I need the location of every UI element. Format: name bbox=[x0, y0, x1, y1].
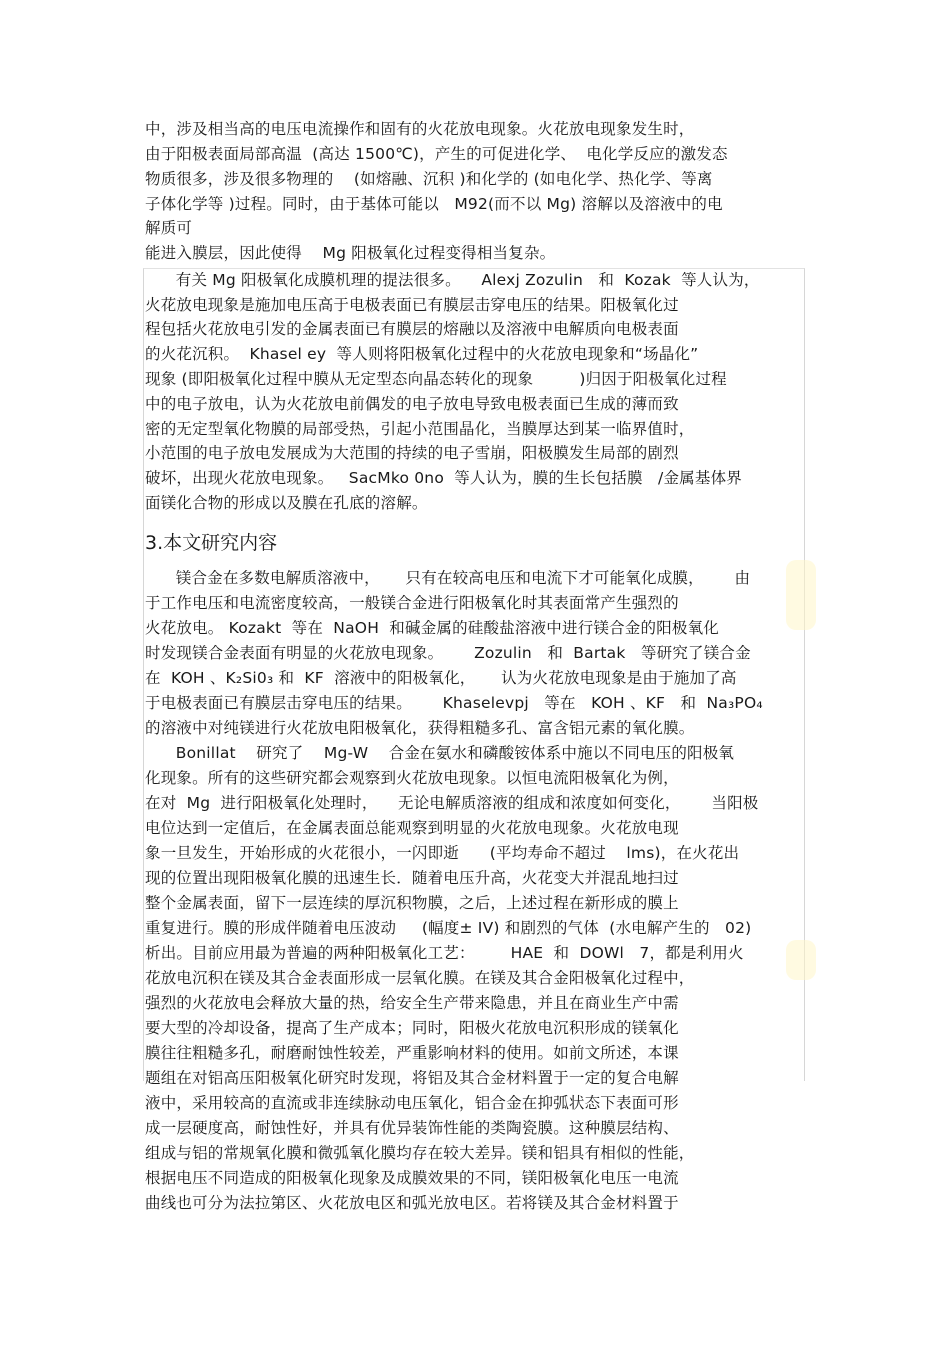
research-line: 于电极表面已有膜层击穿电压的结果。 Khaselevpj 等在 KOH 、KF 和 Na₃PO₄ bbox=[145, 694, 763, 712]
mechanism-line: 现象 (即阳极氧化过程中膜从无定型态向晶态转化的现象 )归因于阳极氧化过程 bbox=[145, 370, 727, 388]
research-line: 题组在对铝高压阳极氧化研究时发现，将铝及其合金材料置于一定的复合电解 bbox=[145, 1069, 679, 1087]
research-line: 液中，采用较高的直流或非连续脉动电压氧化，铝合金在抑弧状态下表面可形 bbox=[145, 1094, 679, 1112]
section-heading: 3.本文研究内容 bbox=[145, 532, 278, 554]
research-line: 曲线也可分为法拉第区、火花放电区和弧光放电区。若将镁及其合金材料置于 bbox=[145, 1194, 679, 1212]
research-line: Bonillat 研究了 Mg-W 合金在氨水和磷酸铵体系中施以不同电压的阳极氧 bbox=[145, 744, 735, 762]
research-line: 在对 Mg 进行阳极氧化处理时， 无论电解质溶液的组成和浓度如何变化， 当阳极 bbox=[145, 794, 759, 812]
mechanism-line: 有关 Mg 阳极氧化成膜机理的提法很多。 Alexj Zozulin 和 Kozak 等人认为， bbox=[145, 271, 760, 289]
mechanism-line: 小范围的电子放电发展成为大范围的持续的电子雪崩，阳极膜发生局部的剧烈 bbox=[145, 444, 679, 462]
scan-smudge bbox=[786, 560, 816, 630]
intro-line: 中，涉及相当高的电压电流操作和固有的火花放电现象。火花放电现象发生时， bbox=[145, 120, 695, 138]
research-line: 火花放电。 Kozakt 等在 NaOH 和碱金属的硅酸盐溶液中进行镁合金的阳极氧化 bbox=[145, 619, 720, 637]
intro-line: 子体化学等 )过程。同时，由于基体可能以 M92(而不以 Mg) 溶解以及溶液中的电 bbox=[145, 195, 723, 213]
research-line: 化现象。所有的这些研究都会观察到火花放电现象。以恒电流阳极氧化为例， bbox=[145, 769, 679, 787]
research-line: 成一层硬度高，耐蚀性好，并具有优异装饰性能的类陶瓷膜。这种膜层结构、 bbox=[145, 1119, 679, 1137]
intro-line: 解质可 bbox=[145, 219, 193, 237]
research-line: 根据电压不同造成的阳极氧化现象及成膜效果的不同，镁阳极氧化电压一电流 bbox=[145, 1169, 679, 1187]
research-line: 整个金属表面，留下一层连续的厚沉积物膜，之后，上述过程在新形成的膜上 bbox=[145, 894, 679, 912]
research-line: 现的位置出现阳极氧化膜的迅速生长．随着电压升高，火花变大并混乱地扫过 bbox=[145, 869, 679, 887]
research-line: 在 KOH 、K₂Si0₃ 和 KF 溶液中的阳极氧化， 认为火花放电现象是由于施加了高 bbox=[145, 669, 737, 687]
mechanism-line: 破坏，出现火花放电现象。 SacMko 0no 等人认为，膜的生长包括膜 /金属基体界 bbox=[145, 469, 742, 487]
research-line: 花放电沉积在镁及其合金表面形成一层氧化膜。在镁及其合金阳极氧化过程中， bbox=[145, 969, 695, 987]
research-line: 象一旦发生，开始形成的火花很小，一闪即逝 (平均寿命不超过 lms)，在火花出 bbox=[145, 844, 740, 862]
mechanism-line: 密的无定型氧化物膜的局部受热，引起小范围晶化，当膜厚达到某一临界值时， bbox=[145, 420, 695, 438]
intro-line: 能进入膜层，因此使得 Mg 阳极氧化过程变得相当复杂。 bbox=[145, 244, 556, 262]
mechanism-line: 程包括火花放电引发的金属表面已有膜层的熔融以及溶液中电解质向电极表面 bbox=[145, 320, 679, 338]
research-line: 膜往往粗糙多孔，耐磨耐蚀性较差，严重影响材料的使用。如前文所述，本课 bbox=[145, 1044, 679, 1062]
mechanism-line: 面镁化合物的形成以及膜在孔底的溶解。 bbox=[145, 494, 428, 512]
research-line: 重复进行。膜的形成伴随着电压波动 (幅度± IV) 和剧烈的气体 (水电解产生的 02) bbox=[145, 919, 752, 937]
mechanism-line: 火花放电现象是施加电压高于电极表面已有膜层击穿电压的结果。阳极氧化过 bbox=[145, 296, 679, 314]
mechanism-line: 的火花沉积。 Khasel ey 等人则将阳极氧化过程中的火花放电现象和“场晶化” bbox=[145, 345, 699, 363]
research-line: 要大型的冷却设备，提高了生产成本；同时，阳极火花放电沉积形成的镁氧化 bbox=[145, 1019, 679, 1037]
research-line: 电位达到一定值后，在金属表面总能观察到明显的火花放电现象。火花放电现 bbox=[145, 819, 679, 837]
research-line: 析出。目前应用最为普遍的两种阳极氧化工艺： HAE 和 DOWl 7，都是利用火 bbox=[145, 944, 744, 962]
research-line: 于工作电压和电流密度较高，一般镁合金进行阳极氧化时其表面常产生强烈的 bbox=[145, 594, 679, 612]
research-line: 组成与铝的常规氧化膜和微弧氧化膜均存在较大差异。镁和铝具有相似的性能， bbox=[145, 1144, 695, 1162]
research-line: 镁合金在多数电解质溶液中， 只有在较高电压和电流下才可能氧化成膜， 由 bbox=[145, 569, 751, 587]
research-line: 时发现镁合金表面有明显的火花放电现象。 Zozulin 和 Bartak 等研究了镁合金 bbox=[145, 644, 751, 662]
research-line: 的溶液中对纯镁进行火花放电阳极氧化，获得粗糙多孔、富含铝元素的氧化膜。 bbox=[145, 719, 695, 737]
intro-line: 物质很多，涉及很多物理的 (如熔融、沉积 )和化学的 (如电化学、热化学、等离 bbox=[145, 170, 713, 188]
mechanism-line: 中的电子放电，认为火花放电前偶发的电子放电导致电极表面已生成的薄而致 bbox=[145, 395, 679, 413]
scan-smudge bbox=[786, 940, 816, 980]
intro-line: 由于阳极表面局部高温 (高达 1500℃)，产生的可促进化学、 电化学反应的激发态 bbox=[145, 145, 728, 163]
research-line: 强烈的火花放电会释放大量的热，给安全生产带来隐患，并且在商业生产中需 bbox=[145, 994, 679, 1012]
